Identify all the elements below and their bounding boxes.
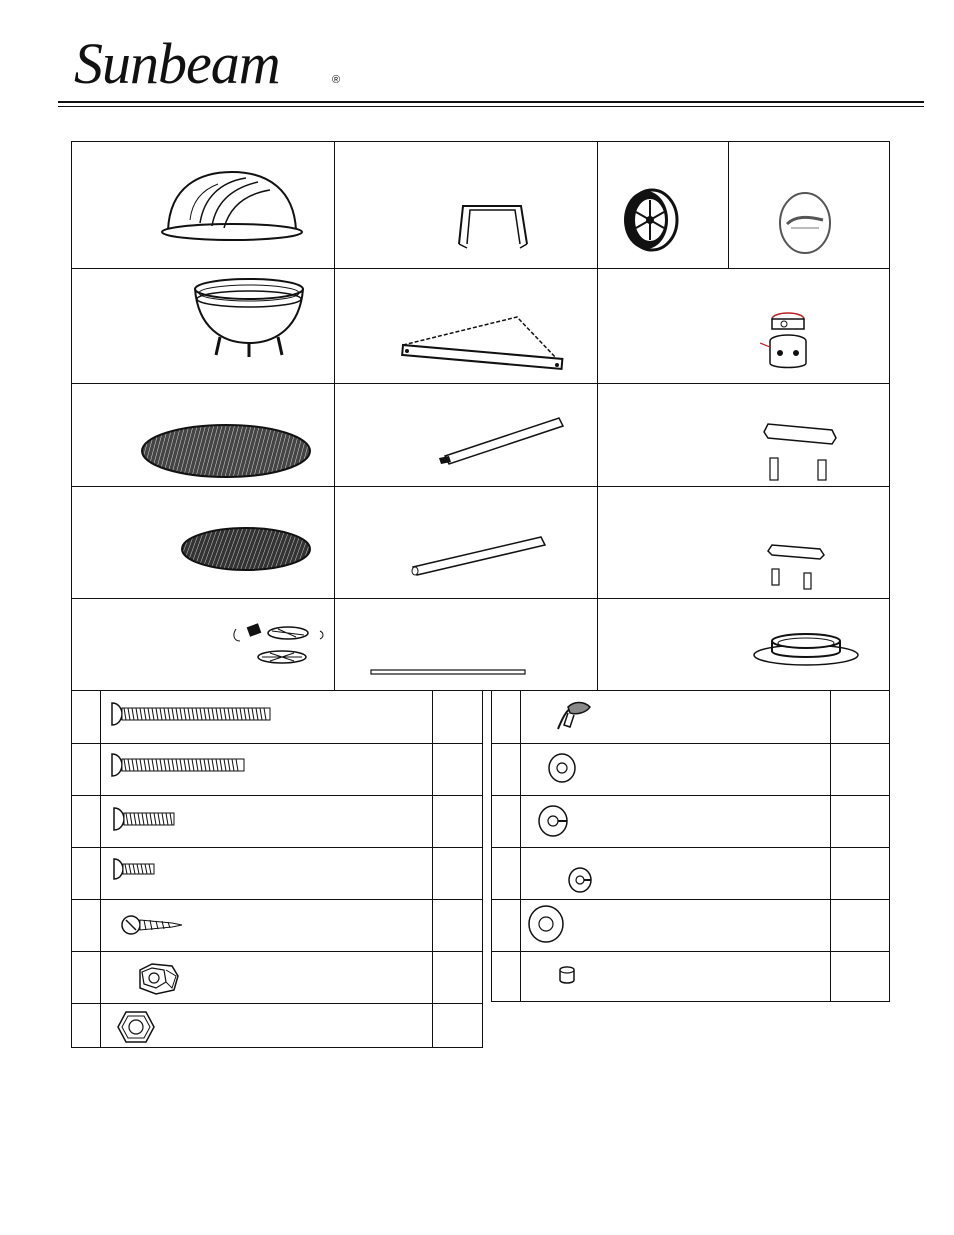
hardware-row (491, 847, 890, 900)
hardware-row (71, 743, 483, 796)
leg-tube-icon (405, 533, 551, 579)
hex-nut-icon (116, 1010, 156, 1044)
hardware-row (491, 951, 890, 1002)
wing-nut-icon (554, 699, 594, 735)
hardware-qty-divider (830, 744, 831, 795)
part-cell-short-leg (334, 383, 598, 487)
hardware-col-divider (100, 691, 101, 743)
hardware-row (71, 1003, 483, 1048)
hardware-col-divider (520, 744, 521, 795)
hardware-qty-divider (830, 796, 831, 847)
hardware-qty-divider (830, 691, 831, 743)
hardware-col-divider (520, 952, 521, 1001)
hardware-col-divider (100, 744, 101, 795)
wheel-icon (618, 186, 680, 254)
sunbeam-logo (74, 24, 344, 104)
hardware-col-divider (520, 796, 521, 847)
part-cell-axle-rod (334, 598, 598, 691)
small-handle-with-pins-icon (764, 543, 826, 593)
grill-bowl-icon (192, 275, 307, 359)
hardware-row (491, 743, 890, 796)
hardware-qty-divider (432, 744, 433, 795)
hardware-col-divider (100, 848, 101, 899)
part-cell-cooking-grate (71, 383, 335, 487)
hardware-row (71, 795, 483, 848)
hardware-col-divider (520, 691, 521, 743)
ash-catcher-vent-icon (758, 307, 816, 375)
part-cell-small-handle (597, 486, 890, 599)
hardware-row (71, 847, 483, 900)
hardware-qty-divider (432, 952, 433, 1003)
handle-bracket-icon (455, 200, 535, 252)
lid-ring-icon (750, 629, 862, 669)
hardware-qty-divider (432, 848, 433, 899)
wood-screw-icon (120, 910, 184, 940)
part-cell-lid-ring (597, 598, 890, 691)
hardware-row (491, 795, 890, 848)
cooking-grate-icon (140, 422, 312, 480)
part-cell-badge (728, 141, 890, 269)
part-cell-bowl (71, 268, 335, 384)
hardware-qty-divider (432, 796, 433, 847)
split-washer-icon (536, 804, 570, 838)
hardware-col-divider (520, 900, 521, 951)
part-cell-wheel (597, 141, 729, 269)
flat-washer-icon (546, 752, 578, 784)
hardware-row (71, 899, 483, 952)
small-lock-washer-icon (566, 866, 594, 894)
part-cell-handle-pins (597, 383, 890, 487)
hardware-qty-divider (432, 691, 433, 743)
part-cell-leg-tube (334, 486, 598, 599)
hardware-row (491, 899, 890, 952)
axle-rod-icon (369, 667, 529, 677)
hardware-col-divider (100, 1004, 101, 1047)
cap-nut-icon (556, 964, 578, 988)
part-cell-lid (71, 141, 335, 269)
hardware-qty-divider (432, 900, 433, 951)
large-washer-icon (526, 904, 566, 944)
part-cell-vent-assembly (597, 268, 890, 384)
hardware-qty-divider (432, 1004, 433, 1047)
flange-nut-icon (134, 962, 182, 996)
hardware-qty-divider (830, 952, 831, 1001)
registered-mark: ® (332, 74, 341, 86)
vent-damper-icon (232, 619, 328, 671)
header-rule (58, 101, 924, 103)
handle-with-pins-icon (758, 420, 838, 488)
triangle-leg-brace-icon (397, 309, 569, 375)
hardware-col-divider (100, 796, 101, 847)
long-bolt-icon (108, 699, 274, 729)
hardware-row (491, 690, 890, 744)
hardware-col-divider (520, 848, 521, 899)
small-bolt-icon (110, 856, 158, 882)
hardware-col-divider (100, 952, 101, 1003)
part-cell-vent-damper (71, 598, 335, 691)
logo-badge-icon (777, 190, 833, 256)
header-rule-thin (58, 106, 924, 107)
hardware-row (71, 690, 483, 744)
short-leg-axle-icon (435, 414, 567, 468)
hardware-qty-divider (830, 900, 831, 951)
part-cell-triangle-brace (334, 268, 598, 384)
medium-bolt-icon (108, 750, 248, 780)
hardware-qty-divider (830, 848, 831, 899)
hardware-col-divider (100, 900, 101, 951)
part-cell-handle-bracket (334, 141, 598, 269)
hardware-row (71, 951, 483, 1004)
brand-name: Sunbeam (74, 31, 280, 96)
charcoal-grate-icon (180, 525, 312, 573)
part-cell-charcoal-grate (71, 486, 335, 599)
short-bolt-icon (110, 804, 178, 834)
grill-lid-icon (160, 168, 305, 243)
